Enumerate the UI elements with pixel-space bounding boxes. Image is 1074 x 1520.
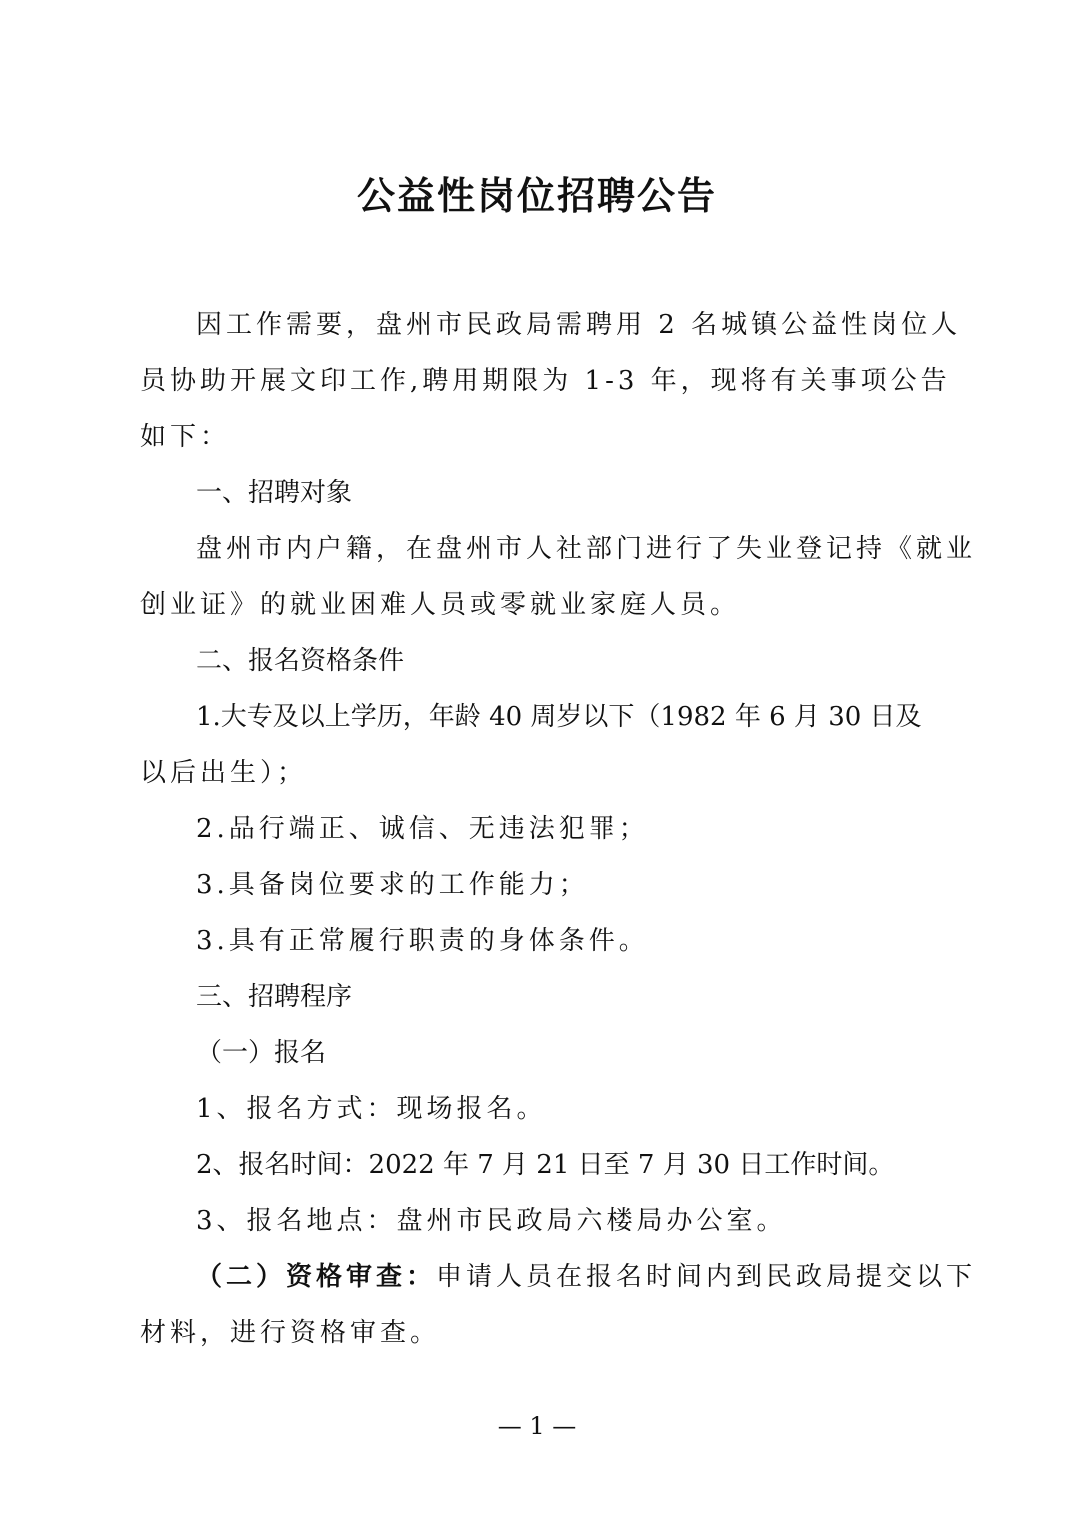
intro-line-1: 因工作需要，盘州市民政局需聘用 2 名城镇公益性岗位人 [196, 310, 962, 340]
document-title: 公益性岗位招聘公告 [356, 174, 717, 218]
section-3-sub-1-item-1: 1、报名方式：现场报名。 [196, 1094, 547, 1124]
section-3-sub-2-line-1 [196, 1257, 976, 1297]
section-2-item-1-line-2: 以后出生）； [140, 758, 308, 788]
section-2-item-1-line-1: 1.大专及以上学历，年龄 40 周岁以下（1982 年 6 月 30 日及 [196, 702, 922, 732]
intro-line-2: 员协助开展文印工作,聘用期限为 1-3 年，现将有关事项公告 [140, 366, 951, 396]
section-3-sub-1-item-2: 2、报名时间：2022 年 7 月 21 日至 7 月 30 日工作时间。 [196, 1150, 895, 1180]
section-3-sub-2-text: 申请人员在报名时间内到民政局提交以下 [436, 1262, 977, 1292]
section-3-sub-1-item-3: 3、报名地点：盘州市民政局六楼局办公室。 [196, 1206, 787, 1236]
intro-line-3: 如下： [140, 422, 231, 452]
section-1-heading: 一、招聘对象 [196, 478, 353, 508]
section-3-sub-1-heading: （一）报名 [196, 1038, 327, 1068]
section-2-item-2: 2.品行端正、诚信、无违法犯罪； [196, 814, 649, 844]
section-2-item-4: 3.具有正常履行职责的身体条件。 [196, 926, 649, 956]
page-number: — 1 — [497, 1412, 577, 1440]
section-1-line-2: 创业证》的就业困难人员或零就业家庭人员。 [140, 590, 741, 620]
section-3-sub-2-line-2: 材料，进行资格审查。 [140, 1318, 441, 1348]
section-3-heading: 三、招聘程序 [196, 982, 353, 1012]
section-1-line-1: 盘州市内户籍，在盘州市人社部门进行了失业登记持《就业 [196, 534, 977, 564]
section-2-item-3: 3.具备岗位要求的工作能力； [196, 870, 589, 900]
section-2-heading: 二、报名资格条件 [196, 646, 405, 676]
section-3-sub-2-label: （二）资格审查： [196, 1262, 437, 1292]
